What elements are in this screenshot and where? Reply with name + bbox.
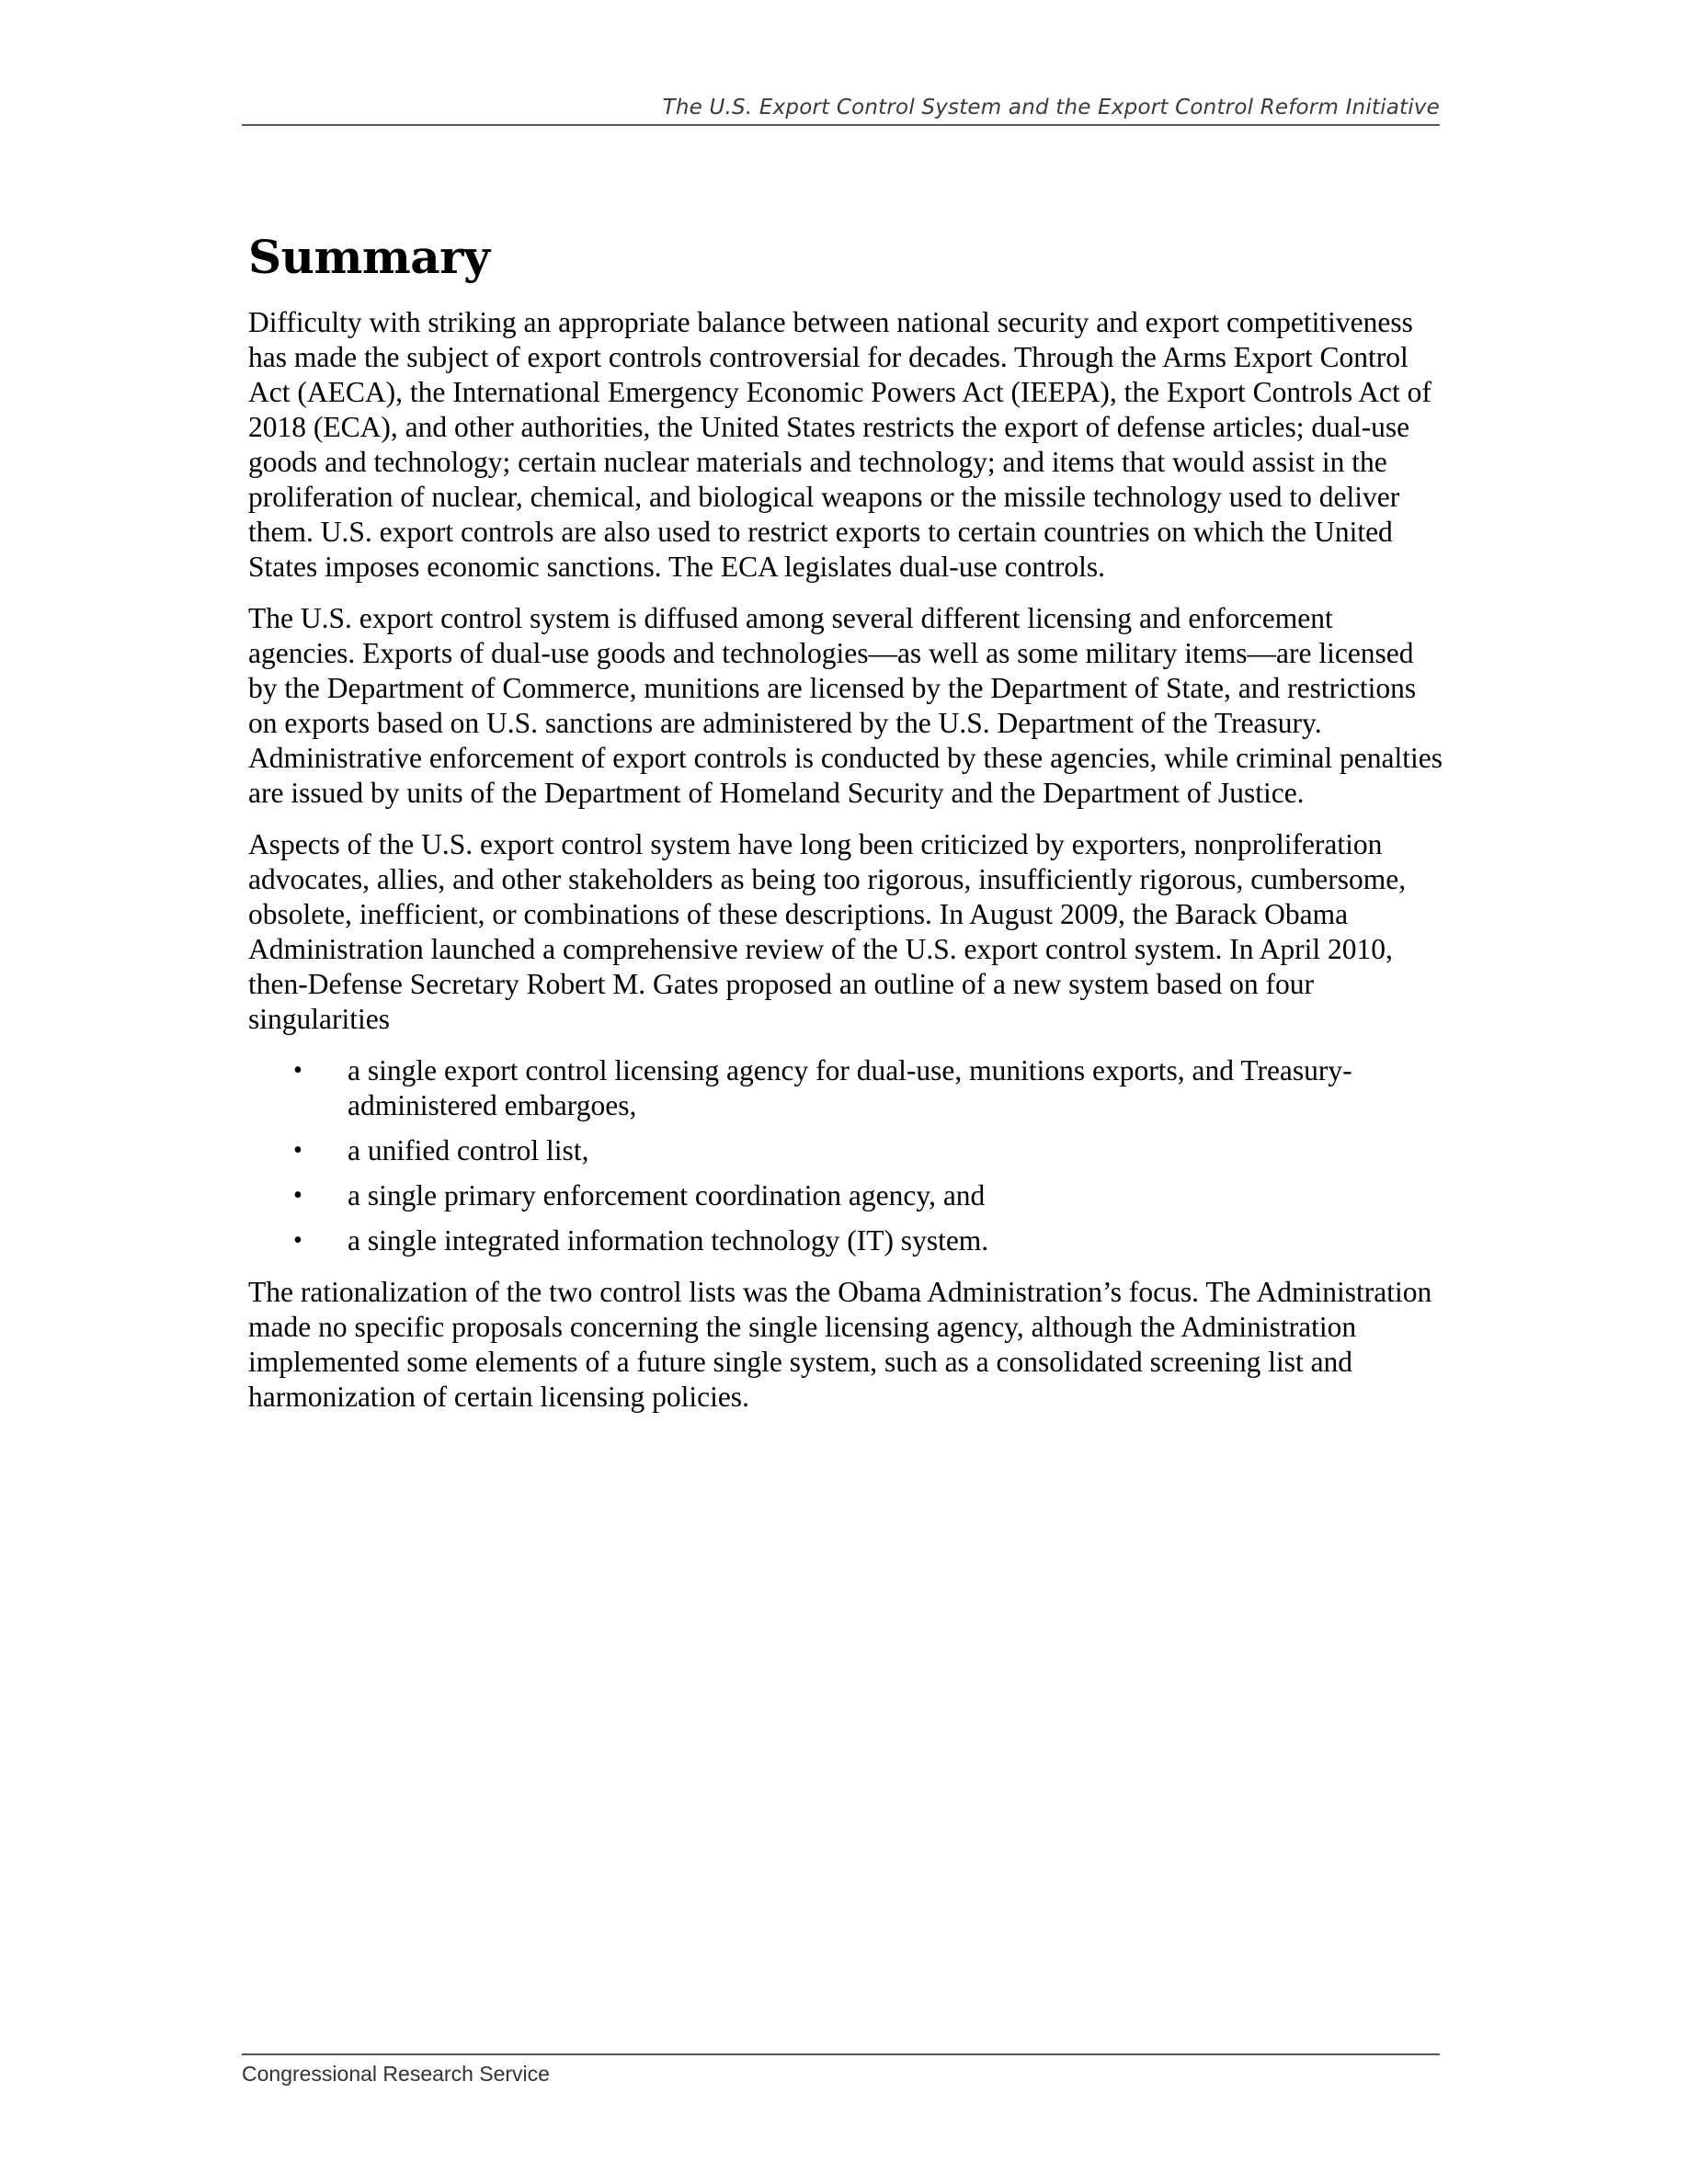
running-footer	[242, 2053, 1440, 2087]
page-title: Summary	[248, 230, 490, 284]
list-item	[248, 1133, 1443, 1168]
singularities-list	[248, 1053, 1443, 1258]
bullet-marker: •	[293, 1226, 302, 1255]
list-item	[248, 1223, 1443, 1258]
footer-source: Congressional Research Service	[242, 2062, 550, 2086]
list-item-text: a single integrated information technology (IT) system.	[348, 1224, 989, 1257]
running-header-title: The U.S. Export Control System and the Export Control Reform Initiative	[662, 96, 1440, 119]
page-body	[248, 230, 1443, 1431]
summary-paragraph-2: The U.S. export control system is diffused among several different licensing and enforcement agencies. Exports of dual-use goods and technologies—as well as some military items—are licensed by the Department of Commerce, munitions are licensed by the Department of State, and restrictions on exports based on U.S. sanctions are administered by the U.S. Department of the Treasury. Administrative enforcement of export controls is conducted by these agencies, while criminal penalties are issued by units of the Department of Homeland Security and the Department of Justice.	[248, 602, 1443, 809]
summary-paragraph-closing: The rationalization of the two control lists was the Obama Administration’s focus. The Administration made no specific proposals concerning the single licensing agency, although the Administration implemented some elements of a future single system, such as a consolidated screening list and harmonization of certain licensing policies.	[248, 1276, 1432, 1413]
running-header	[242, 96, 1440, 126]
bullet-marker: •	[293, 1056, 302, 1085]
list-item-text: a unified control list,	[348, 1134, 589, 1166]
list-item	[248, 1053, 1443, 1123]
list-item	[248, 1178, 1443, 1213]
list-item-text: a single export control licensing agency for dual-use, munitions exports, and Treasury-administered embargoes,	[348, 1054, 1352, 1121]
bullet-marker: •	[293, 1181, 302, 1210]
bullet-marker: •	[293, 1136, 302, 1165]
list-item-text: a single primary enforcement coordination agency, and	[348, 1179, 986, 1211]
summary-paragraph-3: Aspects of the U.S. export control system have long been criticized by exporters, nonproliferation advocates, allies, and other stakeholders as being too rigorous, insufficiently rigorous, cumbersome, obsolete, inefficient, or combinations of these descriptions. In August 2009, the Barack Obama Administration launched a comprehensive review of the U.S. export control system. In April 2010, then-Defense Secretary Robert M. Gates proposed an outline of a new system based on four singularities	[248, 828, 1407, 1035]
summary-paragraph-1: Difficulty with striking an appropriate balance between national security and export competitiveness has made the subject of export controls controversial for decades. Through the Arms Export Control Act (AECA), the International Emergency Economic Powers Act (IEEPA), the Export Controls Act of 2018 (ECA), and other authorities, the United States restricts the export of defense articles; dual-use goods and technology; certain nuclear materials and technology; and items that would assist in the proliferation of nuclear, chemical, and biological weapons or the missile technology used to deliver them. U.S. export controls are also used to restrict exports to certain countries on which the United States imposes economic sanctions. The ECA legislates dual-use controls.	[248, 306, 1431, 583]
